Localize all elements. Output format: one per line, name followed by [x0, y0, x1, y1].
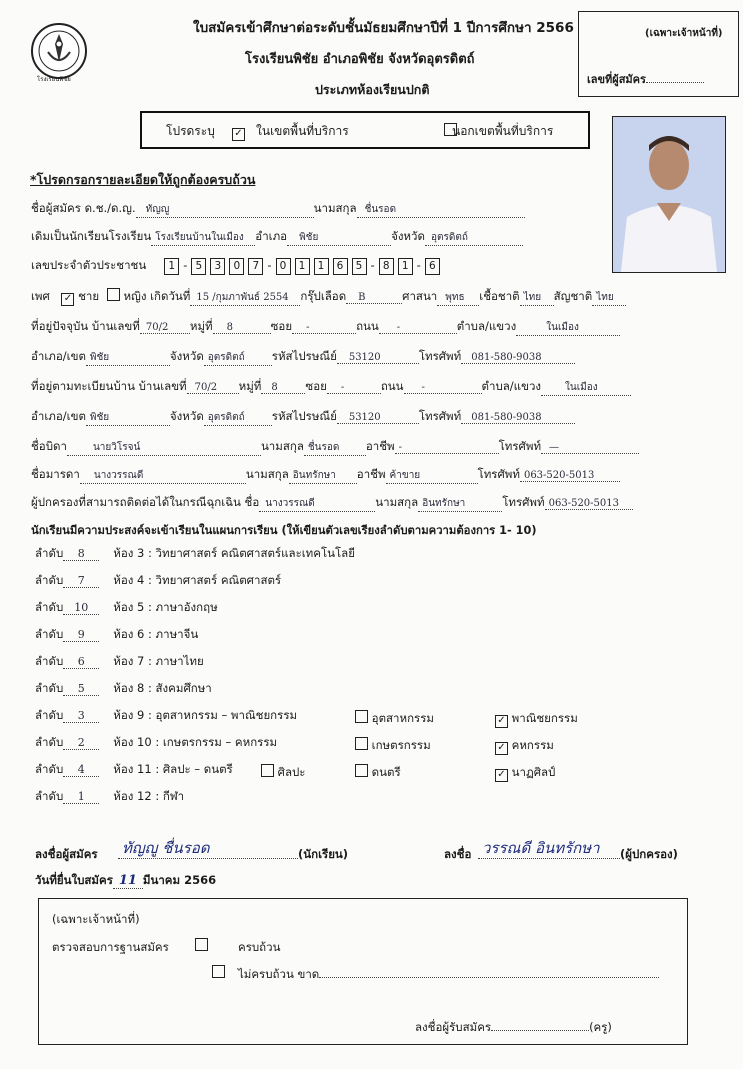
plan-rank[interactable]: 5 — [63, 682, 99, 696]
plan-rank[interactable]: 3 — [63, 709, 99, 723]
plan-row — [35, 680, 212, 698]
plan-rank-label: ลำดับ — [35, 681, 64, 695]
plan-rank[interactable]: 2 — [63, 736, 99, 750]
room11-option-dance: ✓ นาฏศิลป์ — [495, 764, 555, 782]
guardian-role: (ผู้ปกครอง) — [620, 847, 678, 861]
female-checkbox[interactable] — [107, 288, 120, 301]
plan-rank-label: ลำดับ — [35, 762, 64, 776]
plan-row — [35, 572, 281, 590]
official-check-box — [38, 898, 688, 1045]
seal-text: โรงเรียนพิชัย — [37, 76, 71, 83]
incomplete-checkbox[interactable] — [212, 965, 225, 978]
room9-options: อุตสาหกรรม — [355, 710, 434, 728]
plan-row — [35, 707, 297, 725]
plan-rank-label: ลำดับ — [35, 627, 64, 641]
guardian-signature: วรรณดี อินทรักษา — [482, 839, 600, 857]
complete-checkbox[interactable] — [195, 938, 208, 951]
plan-rank[interactable]: 7 — [63, 574, 99, 588]
plan-room: ห้อง 4 : วิทยาศาสตร์ คณิตศาสตร์ — [113, 573, 282, 587]
id-digit: 8 — [379, 258, 394, 275]
guardian-row: ผู้ปกครองที่สามารถติดต่อได้ในกรณีฉุกเฉิน ชื่อ นางวรรณดี นามสกุล อินทรักษา โทรศัพท์ 063-520-5013 — [31, 494, 633, 512]
room10-options: เกษตรกรรม — [355, 737, 431, 755]
id-separator: - — [267, 258, 272, 272]
plan-row — [35, 653, 204, 671]
id-digit: 1 — [295, 258, 310, 275]
id-digit: 0 — [229, 258, 244, 275]
registered-address-row-2: อำเภอ/เขต พิชัย จังหวัด อุตรดิตถ์ รหัสไปรษณีย์ 53120 โทรศัพท์ 081-580-9038 — [31, 408, 575, 426]
id-separator: - — [183, 258, 188, 272]
room-type: ประเภทห้องเรียนปกติ — [315, 82, 430, 97]
official-box-title: (เฉพาะเจ้าหน้าที่) — [645, 28, 723, 39]
plan-rank[interactable]: 6 — [63, 655, 99, 669]
school-seal-logo — [30, 22, 88, 80]
current-address-row-2: อำเภอ/เขต พิชัย จังหวัด อุตรดิตถ์ รหัสไปรษณีย์ 53120 โทรศัพท์ 081-580-9038 — [31, 348, 575, 366]
school-name: โรงเรียนพิชัย อำเภอพิชัย จังหวัดอุตรดิตถ์ — [245, 52, 475, 67]
id-digit: 3 — [210, 258, 225, 275]
room9-options-b: ✓ พาณิชยกรรม — [495, 710, 578, 728]
race: ไทย — [520, 290, 554, 306]
plan-rank-label: ลำดับ — [35, 573, 64, 587]
submit-date: วันที่ยื่นใบสมัคร 11 มีนาคม 2566 — [35, 873, 217, 888]
plan-room: ห้อง 12 : กีฬา — [113, 789, 185, 803]
applicant-photo — [612, 116, 726, 273]
plan-rank[interactable]: 10 — [63, 601, 99, 615]
id-digit: 5 — [352, 258, 367, 275]
agriculture-checkbox[interactable] — [355, 737, 368, 750]
id-separator: - — [370, 258, 375, 272]
plan-rank[interactable]: 4 — [63, 763, 99, 777]
prev-province: อุตรดิตถ์ — [425, 230, 523, 246]
id-digit: 7 — [248, 258, 263, 275]
plan-rank[interactable]: 8 — [63, 547, 99, 561]
id-separator: - — [416, 258, 421, 272]
guardian-sign-label: ลงชื่อ — [444, 847, 472, 861]
room10-options-b: ✓ คหกรรม — [495, 737, 554, 755]
plan-row — [35, 599, 218, 617]
plan-row — [35, 761, 233, 779]
prev-school: โรงเรียนบ้านในเมือง — [151, 230, 255, 246]
home-economics-checkbox[interactable]: ✓ — [495, 742, 508, 755]
surname: ชื่นรอด — [357, 202, 525, 218]
id-digit: 1 — [314, 258, 329, 275]
dance-checkbox[interactable]: ✓ — [495, 769, 508, 782]
in-area-label: ในเขตพื้นที่บริการ — [256, 124, 349, 138]
plan-rank[interactable]: 9 — [63, 628, 99, 642]
male-checkbox[interactable]: ✓ — [61, 293, 74, 306]
room11-option-art: ศิลปะ — [261, 764, 305, 782]
name-row: ชื่อผู้สมัคร ด.ช./ด.ญ. ทัญญู นามสกุล ชื่นรอด — [31, 200, 525, 218]
guardian-sign-line — [478, 858, 620, 859]
id-digit: 6 — [333, 258, 348, 275]
plan-rank-label: ลำดับ — [35, 789, 64, 803]
plan-rank-label: ลำดับ — [35, 546, 64, 560]
plan-row — [35, 626, 198, 644]
registered-address-row: ที่อยู่ตามทะเบียนบ้าน บ้านเลขที่ 70/2 หมู่ที่ 8 ซอย - ถนน - ตำบล/แขวง ในเมือง — [31, 378, 631, 396]
plan-room: ห้อง 6 : ภาษาจีน — [113, 627, 199, 641]
plan-room: ห้อง 8 : สังคมศึกษา — [113, 681, 212, 695]
plan-row — [35, 545, 355, 563]
applicant-role: (นักเรียน) — [298, 847, 349, 861]
id-digit: 6 — [425, 258, 440, 275]
plan-row — [35, 788, 184, 806]
personal-row: เพศ ✓ ชาย หญิง เกิดวันที่ 15 /กุมภาพันธ์ 2554 กรุ๊ปเลือด B ศาสนา พุทธ เชื้อชาติ ไทย สัญชาติ ไทย — [31, 288, 626, 306]
complete-label: ครบถ้วน — [238, 940, 281, 954]
incomplete-label: ไม่ครบถ้วน ขาด — [238, 966, 659, 984]
plan-room: ห้อง 3 : วิทยาศาสตร์ คณิตศาสตร์และเทคโนโลยี — [113, 546, 355, 560]
out-area-label: นอกเขตพื้นที่บริการ — [452, 124, 554, 138]
plan-rank-label: ลำดับ — [35, 708, 64, 722]
nationality: ไทย — [592, 290, 626, 306]
commerce-checkbox[interactable]: ✓ — [495, 715, 508, 728]
plan-rank[interactable]: 1 — [63, 790, 99, 804]
current-address-row: ที่อยู่ปัจจุบัน บ้านเลขที่ 70/2 หมู่ที่ 8 ซอย - ถนน - ตำบล/แขวง ในเมือง — [31, 318, 620, 336]
plan-room: ห้อง 9 : อุตสาหกรรม – พาณิชยกรรม — [113, 708, 298, 722]
plan-heading: นักเรียนมีความประสงค์จะเข้าเรียนในแผนการเรียน (ให้เขียนตัวเลขเรียงลำดับตามความต้องการ 1- 10) — [31, 524, 537, 537]
official-check-label: ตรวจสอบการฐานสมัคร — [52, 940, 169, 954]
father-row: ชื่อบิดา นายวิโรจน์ นามสกุล ชื่นรอด อาชีพ - โทรศัพท์ — — [31, 438, 639, 456]
music-checkbox[interactable] — [355, 764, 368, 777]
plan-room: ห้อง 7 : ภาษาไทย — [113, 654, 204, 668]
religion: พุทธ — [437, 290, 479, 306]
zone-prompt: โปรดระบุ — [166, 124, 215, 138]
blood-group: B — [346, 292, 402, 304]
plan-room: ห้อง 5 : ภาษาอังกฤษ — [113, 600, 218, 614]
room11-option-music: ดนตรี — [355, 764, 401, 782]
plan-row — [35, 734, 277, 752]
prev-school-row: เดิมเป็นนักเรียนโรงเรียน โรงเรียนบ้านในเมือง อำเภอ พิชัย จังหวัด อุตรดิตถ์ — [31, 228, 523, 246]
citizen-id-row: เลขประจำตัวประชาชน 1 - 5 3 0 7 - 0 1 1 6 5 - 8 1 - 6 — [31, 257, 444, 275]
dob: 15 /กุมภาพันธ์ 2554 — [190, 290, 300, 306]
applicant-sign-line — [118, 858, 298, 859]
id-digit: 1 — [398, 258, 413, 275]
instruction: *โปรดกรอกรายละเอียดให้ถูกต้องครบถ้วน — [30, 172, 256, 187]
first-name: ทัญญู — [136, 202, 314, 218]
applicant-no-label: เลขที่ผู้สมัคร — [587, 70, 704, 88]
zone-box — [140, 111, 590, 149]
citizen-id-digits — [164, 258, 444, 272]
plan-rank-label: ลำดับ — [35, 735, 64, 749]
prev-district: พิชัย — [287, 230, 391, 246]
mother-row: ชื่อมารดา นางวรรณดี นามสกุล อินทรักษา อาชีพ ค้าขาย โทรศัพท์ 063-520-5013 — [31, 466, 620, 484]
receiver-sign: ลงชื่อผู้รับสมัคร (ครู) — [415, 1020, 612, 1034]
in-area-checkbox[interactable]: ✓ — [232, 128, 245, 141]
official-number-box — [578, 11, 739, 97]
plan-rank-label: ลำดับ — [35, 600, 64, 614]
industry-checkbox[interactable] — [355, 710, 368, 723]
art-checkbox[interactable] — [261, 764, 274, 777]
plan-room: ห้อง 11 : ศิลปะ – ดนตรี — [113, 762, 233, 776]
form-title: ใบสมัครเข้าศึกษาต่อระดับชั้นมัธยมศึกษาปีที่ 1 ปีการศึกษา 2566 — [193, 20, 574, 36]
applicant-sign-label: ลงชื่อผู้สมัคร — [35, 847, 98, 861]
applicant-signature: ทัญญู ชื่นรอด — [122, 839, 210, 857]
plan-room: ห้อง 10 : เกษตรกรรม – คหกรรม — [113, 735, 278, 749]
id-digit: 5 — [191, 258, 206, 275]
id-digit: 0 — [276, 258, 291, 275]
id-digit: 1 — [164, 258, 179, 275]
plan-rank-label: ลำดับ — [35, 654, 64, 668]
official-check-title: (เฉพาะเจ้าหน้าที่) — [52, 912, 140, 926]
